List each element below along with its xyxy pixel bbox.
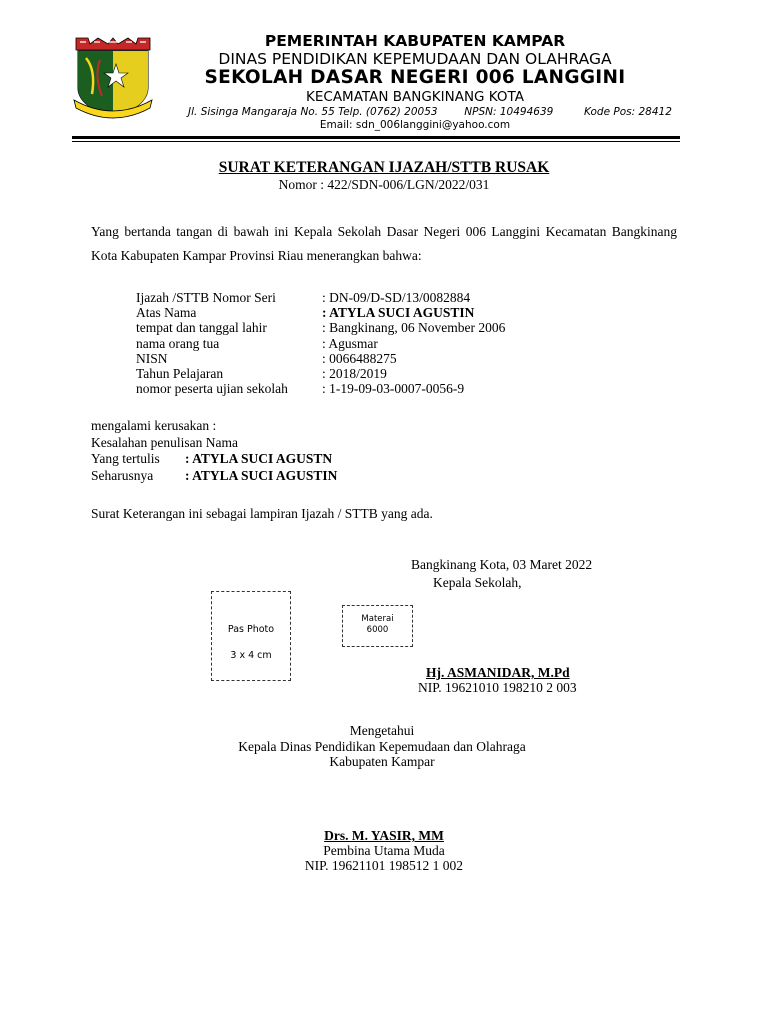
damage-correct-label: Seharusnya bbox=[91, 467, 154, 483]
revenue-stamp-label: Materai bbox=[361, 614, 394, 624]
head-of-office-name: Drs. M. YASIR, MM bbox=[324, 828, 444, 843]
head-of-office-nip: NIP. 19621101 198512 1 002 bbox=[304, 858, 464, 873]
head-of-office-rank: Pembina Utama Muda bbox=[323, 843, 445, 858]
letterhead-divider-thin bbox=[72, 141, 680, 142]
damage-section bbox=[91, 418, 337, 484]
acknowledgement-heading: Mengetahui bbox=[349, 723, 415, 738]
field-row bbox=[136, 336, 505, 351]
damage-type: Kesalahan penulisan Nama bbox=[91, 434, 238, 450]
field-value: : 2018/2019 bbox=[322, 366, 387, 382]
letterhead-postal-code: Kode Pos: 28412 bbox=[584, 106, 672, 118]
closing-statement: Surat Keterangan ini sebagai lampiran Ijazah / STTB yang ada. bbox=[91, 506, 433, 521]
certificate-details bbox=[136, 290, 505, 396]
principal-nip: NIP. 19621010 198210 2 003 bbox=[418, 680, 577, 695]
field-label: nomor peserta ujian sekolah bbox=[136, 381, 288, 397]
field-row bbox=[136, 290, 505, 305]
field-label: NISN bbox=[136, 350, 168, 366]
pass-photo-size: 3 x 4 cm bbox=[230, 650, 272, 661]
field-label: Ijazah /STTB Nomor Seri bbox=[136, 290, 276, 305]
field-value: : Bangkinang, 06 November 2006 bbox=[322, 320, 506, 336]
letterhead-npsn: NPSN: 10494639 bbox=[464, 106, 554, 118]
damage-written-label: Yang tertulis bbox=[91, 451, 160, 466]
letterhead-department: DINAS PENDIDIKAN KEPEMUDAAN DAN OLAHRAGA bbox=[218, 50, 612, 68]
field-row bbox=[136, 381, 505, 396]
revenue-stamp-value: 6000 bbox=[366, 625, 389, 635]
field-label: nama orang tua bbox=[136, 335, 220, 351]
letterhead-district: KECAMATAN BANGKINANG KOTA bbox=[306, 89, 524, 105]
document-title: SURAT KETERANGAN IJAZAH/STTB RUSAK bbox=[218, 159, 550, 176]
letterhead-contact bbox=[188, 106, 672, 118]
field-value: : DN-09/D-SD/13/0082884 bbox=[322, 290, 471, 305]
field-label: Atas Nama bbox=[136, 305, 197, 321]
field-row bbox=[136, 320, 505, 335]
letterhead-government: PEMERINTAH KABUPATEN KAMPAR bbox=[264, 32, 566, 50]
field-value: : Agusmar bbox=[322, 335, 378, 351]
signature-place-date: Bangkinang Kota, 03 Maret 2022 bbox=[411, 557, 593, 572]
revenue-stamp-placeholder bbox=[342, 605, 413, 647]
field-label: tempat dan tanggal lahir bbox=[136, 320, 267, 336]
pass-photo-label: Pas Photo bbox=[227, 624, 275, 635]
field-row bbox=[136, 351, 505, 366]
field-value: : 1-19-09-03-0007-0056-9 bbox=[322, 381, 465, 397]
field-row bbox=[136, 305, 505, 320]
field-value: : 0066488275 bbox=[322, 350, 397, 366]
document-number: Nomor : 422/SDN-006/LGN/2022/031 bbox=[278, 177, 490, 192]
principal-name: Hj. ASMANIDAR, M.Pd bbox=[426, 665, 570, 680]
letterhead-school-name: SEKOLAH DASAR NEGERI 006 LANGGINI bbox=[204, 67, 626, 88]
acknowledgement-office: Kepala Dinas Pendidikan Kepemudaan dan Olahraga bbox=[238, 739, 526, 754]
pass-photo-placeholder bbox=[211, 591, 291, 681]
intro-paragraph: Yang bertanda tangan di bawah ini Kepala Sekolah Dasar Negeri 006 Langgini Kecamatan Bangkinang Kota Kabupaten Kampar Provinsi Riau menerangkan bahwa: bbox=[91, 224, 677, 263]
damage-heading: mengalami kerusakan : bbox=[91, 418, 217, 433]
letterhead-address: Jl. Sisinga Mangaraja No. 55 Telp. (0762) 20053 bbox=[188, 106, 438, 118]
signature-role: Kepala Sekolah, bbox=[433, 575, 522, 590]
letterhead-email: Email: sdn_006langgini@yahoo.com bbox=[319, 119, 511, 131]
damage-written-row bbox=[91, 451, 337, 468]
acknowledgement-regency: Kabupaten Kampar bbox=[329, 754, 435, 769]
field-label: Tahun Pelajaran bbox=[136, 366, 224, 382]
letterhead-divider bbox=[72, 136, 680, 139]
field-value: : ATYLA SUCI AGUSTIN bbox=[322, 305, 475, 321]
kampar-regency-logo bbox=[72, 36, 154, 122]
damage-correct-row bbox=[91, 468, 337, 485]
damage-correct-value: : ATYLA SUCI AGUSTIN bbox=[185, 467, 338, 483]
damage-written-value: : ATYLA SUCI AGUSTN bbox=[185, 451, 333, 466]
field-row bbox=[136, 366, 505, 381]
